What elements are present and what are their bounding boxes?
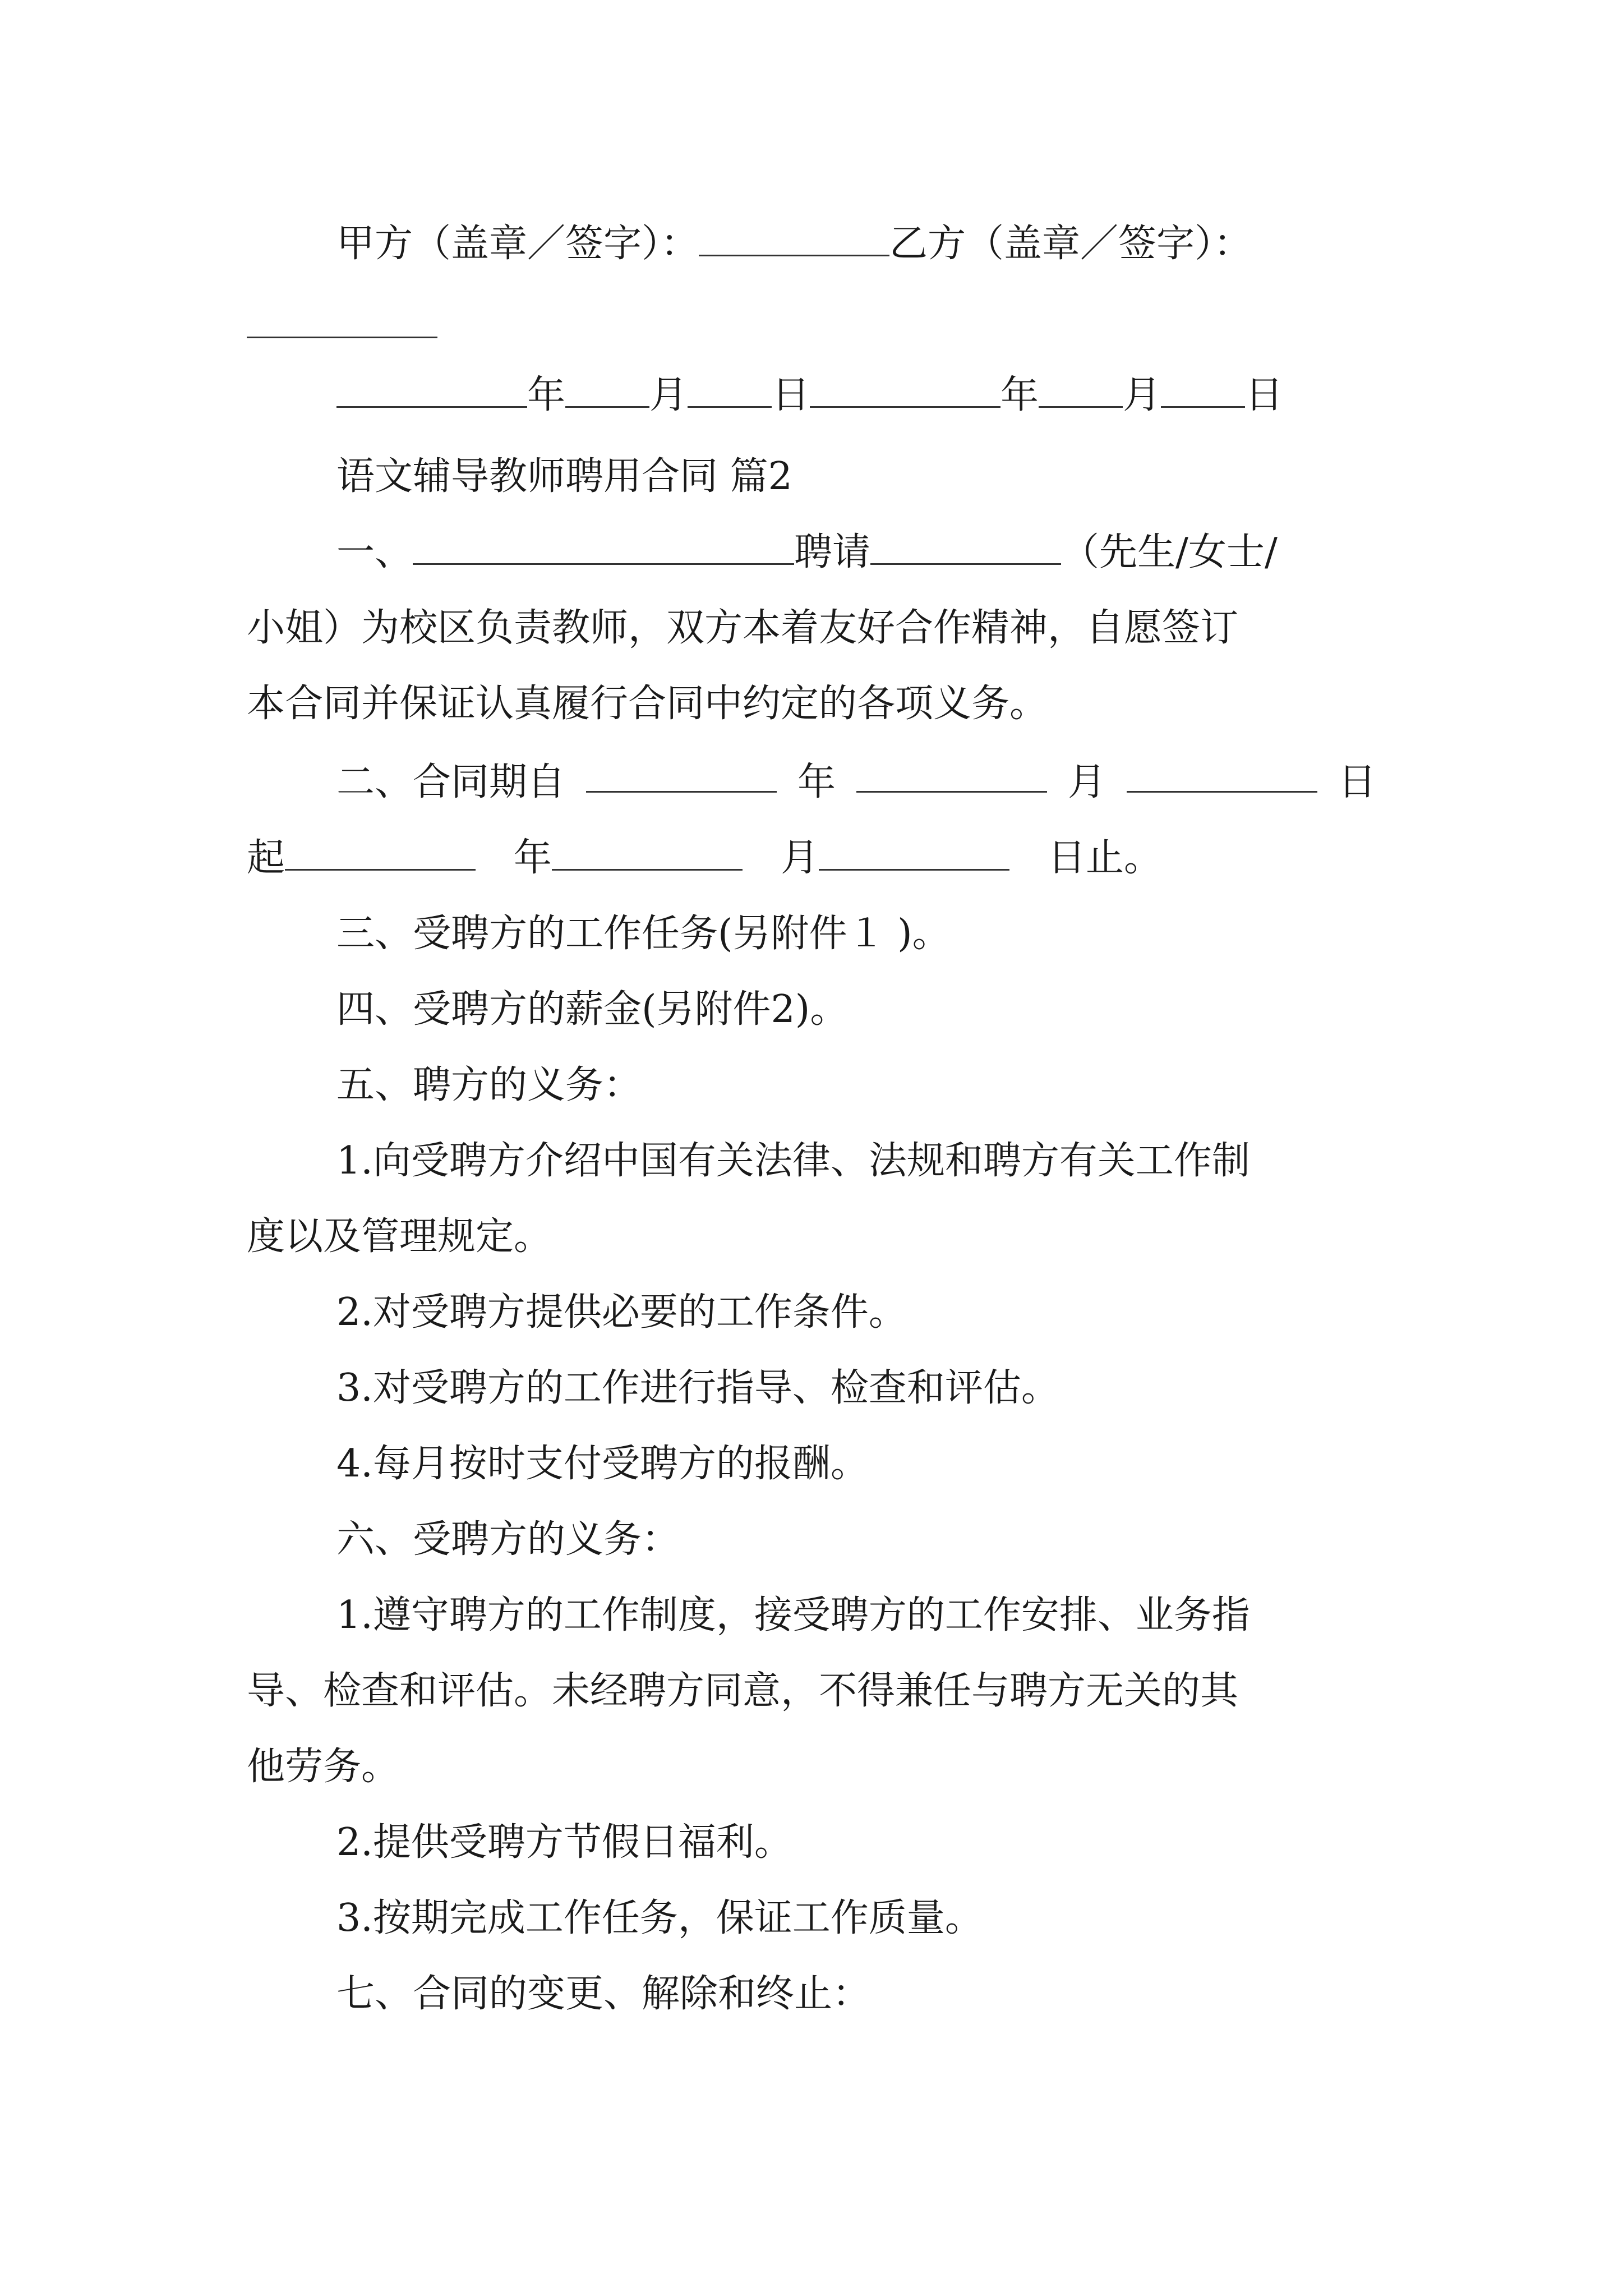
party-a-label: 甲方（盖章／签字）：: [336, 222, 699, 266]
clause-7-title: 七、合同的变更、解除和终止：: [336, 1972, 871, 2016]
clause-1-line-3: 本合同并保证认真履行合同中约定的各项义务。: [247, 682, 1048, 726]
clause-2-lead: 二、合同期自: [336, 760, 566, 804]
end-day-blank: [819, 830, 1009, 871]
party-a-year-blank: [336, 367, 527, 408]
start-year-blank: [586, 752, 777, 793]
party-a-month-blank: [565, 367, 649, 408]
start-day-blank: [1127, 752, 1317, 793]
month-unit: 月: [1123, 373, 1161, 417]
month-unit: 月: [781, 836, 819, 880]
section-heading: 语文辅导教师聘用合同 篇2: [336, 454, 792, 499]
clause-1-line-2: 小姐）为校区负责教师，双方本着友好合作精神，自愿签订: [247, 606, 1239, 650]
day-unit: 日: [1338, 760, 1376, 804]
clause-2-line-1: [247, 752, 1376, 813]
employer-name-blank: [413, 524, 794, 565]
party-b-label: 乙方（盖章／签字）：: [889, 222, 1252, 266]
clause-6-title: 六、受聘方的义务：: [336, 1517, 680, 1562]
clause-5-item-2: 2.对受聘方提供必要的工作条件。: [336, 1290, 907, 1335]
end-year-blank: [285, 830, 476, 871]
clause-2-start: 起: [247, 836, 285, 880]
clause-1-tail: （先生/女士/: [1061, 530, 1278, 574]
clause-5-item-4: 4.每月按时支付受聘方的报酬。: [336, 1442, 869, 1486]
clause-5-title: 五、聘方的义务：: [336, 1063, 642, 1107]
year-unit: 年: [514, 836, 552, 880]
date-line: [247, 365, 1376, 426]
party-b-signature-blank: [247, 337, 437, 338]
year-unit: 年: [527, 373, 566, 417]
day-unit: 日: [1245, 373, 1284, 417]
clause-6-item-3: 3.按期完成工作任务，保证工作质量。: [336, 1896, 983, 1940]
month-unit: 月: [1067, 760, 1106, 804]
signature-line: [247, 213, 1376, 275]
party-a-day-blank: [688, 367, 772, 408]
party-b-year-blank: [810, 367, 1000, 408]
teacher-name-blank: [870, 524, 1061, 565]
clause-1-lead: 一、: [336, 530, 413, 574]
party-b-month-blank: [1039, 367, 1123, 408]
year-unit: 年: [1000, 373, 1039, 417]
clause-6-item-1-line-2: 导、检查和评估。未经聘方同意，不得兼任与聘方无关的其: [247, 1669, 1239, 1713]
month-unit: 月: [649, 373, 688, 417]
clause-2-end: 日止。: [1048, 836, 1163, 880]
clause-6-item-1-line-3: 他劳务。: [247, 1745, 400, 1789]
clause-3: 三、受聘方的工作任务(另附件１ )。: [336, 912, 951, 956]
start-month-blank: [856, 752, 1047, 793]
end-month-blank: [552, 830, 743, 871]
clause-5-item-1-line-2: 度以及管理规定。: [247, 1214, 552, 1259]
year-unit: 年: [797, 760, 836, 804]
clause-1-line-1: [247, 522, 1376, 583]
clause-5-item-1-line-1: 1.向受聘方介绍中国有关法律、法规和聘方有关工作制: [336, 1139, 1250, 1183]
clause-4: 四、受聘方的薪金(另附件2)。: [336, 987, 849, 1032]
clause-6-item-2: 2.提供受聘方节假日福利。: [336, 1820, 792, 1865]
clause-2-line-2: [247, 827, 1376, 889]
clause-1-mid: 聘请: [794, 530, 871, 574]
clause-6-item-1-line-1: 1.遵守聘方的工作制度，接受聘方的工作安排、业务指: [336, 1593, 1250, 1637]
day-unit: 日: [772, 373, 810, 417]
party-a-signature-blank: [699, 215, 889, 256]
party-b-day-blank: [1161, 367, 1245, 408]
clause-5-item-3: 3.对受聘方的工作进行指导、检查和评估。: [336, 1366, 1059, 1410]
